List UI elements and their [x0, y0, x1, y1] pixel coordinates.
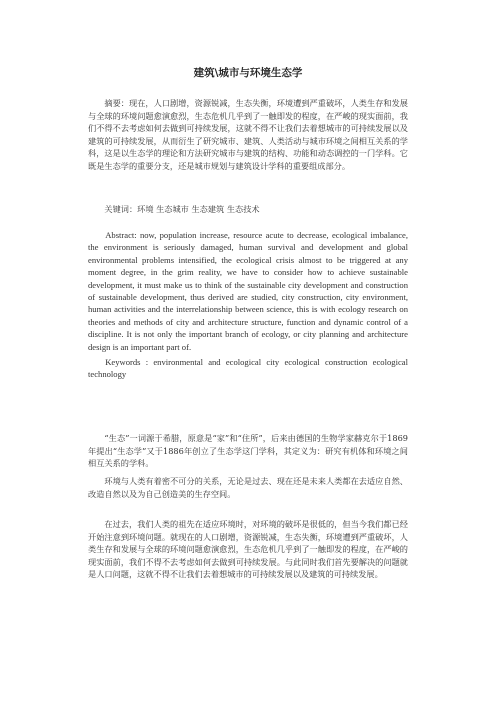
- body-paragraph: 环境与人类有着密不可分的关系，无论是过去、现在还是未来人类都在去适应自然、改造自然以及为自己创造美的生存空间。: [88, 476, 408, 499]
- abstract-chinese: 摘要：现在，人口剧增，资源锐减，生态失衡，环境遭到严重破坏，人类生存和发展与全球的环境问题愈演愈烈，生态危机几乎到了一触即发的程度，在严峻的现实面前，我们不得不去考虑如何去做到可持续发展，这就不得不让我们去着想城市的可持续发展以及建筑的可持续发展，从而衍生了研究城市、建筑、人类活动与城市环境之间相互关系的学科，这是以生态学的理论和方法研究城市与建筑的结构、功能和动态调控的一门学科。它既是生态学的重要分支，还是城市规划与建筑设计学科的重要组成部分。: [88, 98, 408, 171]
- abstract-english: Abstract: now, population increase, resource acute to decrease, ecological imbalance, the environment is seriously damaged, human survival and development and global environmental problems intensified, the ecological crisis almost to be triggered at any moment degree, in the grim reality, we have to consider how to achieve sustainable development, it must make us to think of the sustainable city development and construction of sustainable development, thus derived are studied, city construction, city environment, human activities and the interrelationship between science, this is with ecology research on theories and methods of city and architecture structure, function and dynamic control of a discipline. It is not only the important branch of ecology, or city planning and architecture design is an important part of.: [88, 230, 408, 352]
- body-paragraph: 在过去，我们人类的祖先在适应环境时，对环境的破坏是很低的，但当今我们都已经开始注意到环境问题。就现在的人口剧增，资源锐减，生态失衡，环境遭到严重破坏，人类生存和发展与全球的环境问题愈演愈烈，生态危机几乎到了一触即发的程度，在严峻的现实面前，我们不得不去考虑如何去做到可持续发展。与此同时我们首先要解决的问题就是人口问题，这就不得不让我们去着想城市的可持续发展以及建筑的可持续发展。: [88, 519, 408, 580]
- keywords-chinese: 关键词：环境 生态城市 生态建筑 生态技术: [104, 204, 260, 214]
- document-title: 建筑\城市与环境生态学: [193, 67, 303, 79]
- keywords-english: Keywords : environmental and ecological city ecological construction ecological technology: [88, 357, 408, 380]
- body-paragraph: “生态”一词源于希腊，原意是“家”和“住所”，后来由德国的生物学家赫克尔于1869年提出“生态学”又于1886年创立了生态学这门学科，其定义为：研究有机体和环境之间相互关系的学科。: [88, 433, 408, 469]
